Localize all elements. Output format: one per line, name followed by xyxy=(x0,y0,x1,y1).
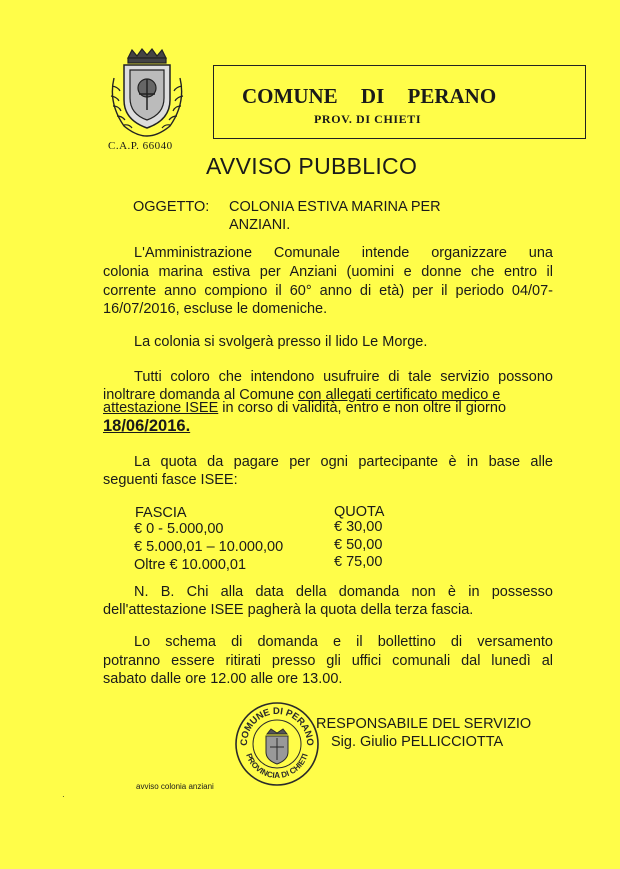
para1-line1: L'Amministrazione Comunale intende organizzare una xyxy=(134,245,553,261)
para2: La colonia si svolgerà presso il lido Le Morge. xyxy=(134,334,428,350)
schema-line1: Lo schema di domanda e il bollettino di versamento xyxy=(134,634,553,650)
para1-line4: 16/07/2016, escluse le domeniche. xyxy=(103,301,328,317)
para1-line3: corrente anno compiono il 60° anno di età) per il periodo 04/07- xyxy=(103,283,553,299)
para3-line3-text: in corso di validità, entro e non oltre il giorno xyxy=(218,400,507,416)
para1-line2: colonia marina estiva per Anziani (uomini e donne che entro il xyxy=(103,264,553,280)
signature-role: RESPONSABILE DEL SERVIZIO xyxy=(316,716,532,732)
para3-line1: Tutti coloro che intendono usufruire di tale servizio possono xyxy=(134,369,553,385)
stamp-top-text: COMUNE DI PERANO xyxy=(238,705,316,747)
fascia-row-3: Oltre € 10.000,01 xyxy=(134,557,247,573)
quota-row-1: € 30,00 xyxy=(334,519,383,535)
nb-line1: N. B. Chi alla data della domanda non è in possesso xyxy=(134,584,553,600)
signature-name: Sig. Giulio PELLICCIOTTA xyxy=(331,734,504,750)
fascia-row-2: € 5.000,01 – 10.000,00 xyxy=(134,539,284,555)
para4-line2: seguenti fasce ISEE: xyxy=(103,472,238,488)
fascia-row-1: € 0 - 5.000,00 xyxy=(134,521,224,537)
quota-header: QUOTA xyxy=(334,504,385,520)
cap-code: C.A.P. 66040 xyxy=(108,140,173,152)
comune-name: COMUNE DI PERANO xyxy=(242,84,497,108)
para3-line2-text: inoltrare domanda al Comune xyxy=(103,387,299,403)
footer-note: avviso colonia anziani xyxy=(136,782,214,791)
schema-line2: potranno essere ritirati presso gli uffici comunali dal lunedì al xyxy=(103,653,553,669)
oggetto-label: OGGETTO: xyxy=(133,199,210,215)
nb-line2: dell'attestazione ISEE pagherà la quota della terza fascia. xyxy=(103,602,474,618)
provincia: PROV. DI CHIETI xyxy=(314,112,422,126)
oggetto-line2: ANZIANI. xyxy=(229,217,291,233)
municipal-crest-icon xyxy=(104,48,190,140)
quota-row-3: € 75,00 xyxy=(334,554,383,570)
para4-line1: La quota da pagare per ogni partecipante è in base alle xyxy=(134,454,553,470)
scan-mark: · xyxy=(62,792,65,801)
oggetto-line1: COLONIA ESTIVA MARINA PER xyxy=(229,199,441,215)
fascia-header: FASCIA xyxy=(135,505,187,521)
page-title: AVVISO PUBBLICO xyxy=(206,153,418,179)
header-box xyxy=(213,65,586,139)
quota-row-2: € 50,00 xyxy=(334,537,383,553)
stamp-bottom-text: PROVINCIA DI CHIETI xyxy=(244,752,310,781)
official-stamp-icon xyxy=(233,700,321,788)
para3-line3 xyxy=(103,399,563,418)
deadline-date: 18/06/2016. xyxy=(103,417,191,435)
para3-line3-underlined: attestazione ISEE xyxy=(103,400,219,416)
schema-line3: sabato dalle ore 12.00 alle ore 13.00. xyxy=(103,671,343,687)
para3-line2-underlined: con allegati certificato medico e xyxy=(298,387,501,403)
